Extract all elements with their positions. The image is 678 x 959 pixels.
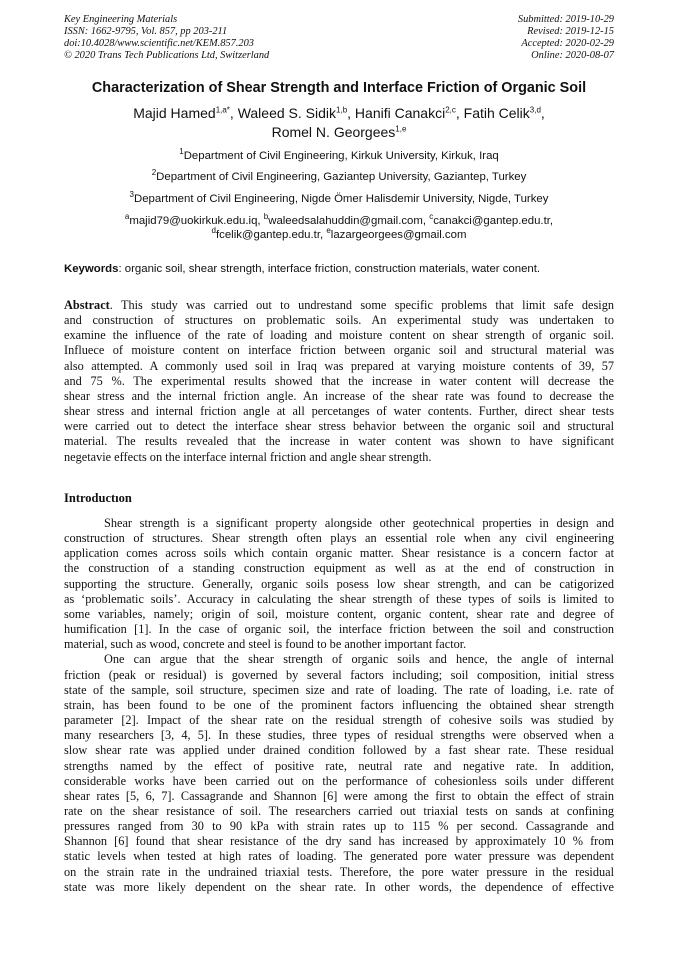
abstract-line: examine the influence of the rate of loading and moisture content on shear strength of organic soil. (64, 328, 614, 343)
author-affiliation-mark: 1,a* (215, 105, 230, 115)
abstract-line: shear stress and the internal friction angle. An increase of the shear rate was found to decrease the (64, 388, 614, 403)
journal-issn: ISSN: 1662-9795, Vol. 857, pp 203-211 (64, 26, 228, 38)
abstract-line: negetavie effects on the interface internal friction and angle shear strength. (64, 449, 432, 464)
paragraph-line: application comes across soils which contain organic matter. Shear resistance is a concern factor at (64, 546, 614, 561)
paragraph-line: on the strain rate in the undrained triaxial tests. Therefore, the pore water pressure in the residual (64, 864, 614, 879)
author-separator: , (229, 105, 238, 121)
paragraph-line: construction of structures. Shear strength often plays an essential role when any civil engineering (64, 531, 614, 546)
email-mark: d (211, 226, 216, 236)
abstract-line (64, 298, 614, 313)
author-affiliation-mark: 1,b (336, 105, 348, 115)
publication-dates (518, 14, 614, 62)
abstract-line-text: . This study was carried out to undrestand some specific problems that limit safe design (109, 298, 614, 312)
paper-title: Characterization of Shear Strength and Interface Friction of Organic Soil (91, 80, 587, 96)
date-online: Online: 2020-08-07 (531, 50, 614, 62)
paragraph-line: many researchers [3, 4, 5]. In these studies, three types of residual strengths were observed when a (64, 728, 614, 743)
author-name: Romel N. Georgees (271, 124, 396, 140)
affiliation (20, 168, 658, 183)
affiliation (20, 190, 658, 205)
keywords-text: : organic soil, shear strength, interface friction, construction materials, water conent. (118, 263, 541, 275)
paragraph-line: strain, has been found to be one of the prominent factors influencing the obtained shear strength (64, 697, 614, 712)
email-mark: c (429, 212, 434, 222)
date-accepted: Accepted: 2020-02-29 (521, 38, 614, 50)
paragraph-line: slow shear rate was applied under drained condition followed by a fast shear rate. These residual (64, 743, 614, 758)
journal-doi: doi:10.4028/www.scientific.net/KEM.857.203 (64, 38, 254, 50)
journal-info (64, 14, 269, 62)
abstract-line: material. The results revealed that the increase in water content was shown to have significant (64, 434, 614, 449)
abstract-line: Influece of moisture content on interface friction between organic soil and structural material was (64, 343, 614, 358)
email-mark: b (263, 212, 269, 222)
author-name: Majid Hamed (133, 105, 216, 121)
journal-copyright: © 2020 Trans Tech Publications Ltd, Switzerland (64, 50, 270, 62)
abstract-line: shear stress and internal friction angle at all percetanges of water contents. Further, direct shear tests (64, 404, 614, 419)
date-revised: Revised: 2019-12-15 (527, 26, 614, 38)
paragraph-line: One can argue that the shear strength of organic soils and hence, the angle of internal (104, 652, 614, 667)
author-separator: , (347, 105, 355, 121)
email-link[interactable]: majid79@uokirkuk.edu.iq, (129, 215, 264, 227)
keywords (64, 263, 624, 275)
paragraph-line: Shannon [6] found that shear resistance of the dry sand has increased by approximately 10 % from (64, 834, 614, 849)
email-link[interactable]: canakci@gantep.edu.tr, (433, 215, 554, 227)
affiliation-mark: 3 (129, 190, 134, 200)
paragraph-line: strengths named by the effect of positive rate, neutral rate and negative rate. In addition, (64, 758, 614, 773)
keywords-label: Keywords (64, 263, 119, 275)
author-list (70, 104, 608, 142)
paragraph-line: state of the sample, soil structure, specimen size and rate of loading. The rate of loading, i.e. rate of (64, 682, 614, 697)
affiliation-text: Department of Civil Engineering, Gaziantep University, Gaziantep, Turkey (156, 171, 527, 183)
paragraph-line: shear rates [5, 6, 7]. Cassagrande and Shannon [6] were among the first to obtain the effect of strain (64, 788, 614, 803)
email-mark: e (326, 226, 331, 236)
paragraph-line: pressures ranged from 30 to 90 kPa with strain rates up to 115 % per second. Cassagrande and (64, 819, 614, 834)
paragraph-line: material, such as wood, concrete and steel is found to be another important factor. (64, 637, 467, 652)
introduction-body (64, 516, 614, 895)
author-name: Hanifi Canakci (354, 105, 446, 121)
paragraph-line: some variables, namely; origin of soil, moisture content, organic content, shear rate and degree of (64, 606, 614, 621)
abstract-line: also attempted. A commonly used soil in Iraq was prepared at varying moisture contents of 39, 57 (64, 358, 614, 373)
section-heading-introduction: Introductıon (64, 491, 132, 505)
author-affiliation-mark: 1,e (395, 124, 407, 134)
author-affiliation-mark: 2,c (445, 105, 456, 115)
affiliation-text: Department of Civil Engineering, Nigde Ömer Halisdemir University, Nigde, Turkey (134, 193, 549, 205)
email-mark: a (124, 212, 130, 222)
email-link[interactable]: waleedsalahuddin@gmail.com, (268, 215, 430, 227)
paragraph-line: static levels when tested at high rates of loading. The generated pore water pressure was dependent (64, 849, 614, 864)
abstract (64, 298, 614, 465)
affiliation-mark: 1 (179, 147, 184, 157)
affiliation (20, 147, 658, 162)
paragraph-line: state was more likely dependent on the shear rate. In other words, the dependence of effective (64, 879, 614, 894)
paragraph-line: Shear strength is a significant property alongside other geotechnical properties in design and (104, 516, 614, 530)
author-separator: , (455, 105, 464, 121)
abstract-line: and construction of structures on problematic soils. An experimental study was undertaken to (64, 313, 614, 328)
paragraph-line: humification [1]. In the case of organic soil, the interface friction between the soil and construction (64, 622, 614, 637)
paragraph-line: the construction of a standing construction equipment as well as at the end of construction in (64, 561, 614, 576)
paragraph-line: friction (peak or residual) is governed by several factors including; soil composition, initial stress (64, 667, 614, 682)
paragraph-line: supporting the structure. Generally, organic soils posess low shear strength, and can be catigorized (64, 576, 614, 591)
affiliation-mark: 2 (151, 168, 157, 178)
author-separator: , (540, 105, 545, 121)
paragraph-line: parameter [2]. Impact of the shear rate on the residual strength of cohesive soils was studied by (64, 713, 614, 728)
journal-name: Key Engineering Materials (64, 14, 178, 25)
affiliation-text: Department of Civil Engineering, Kirkuk University, Kirkuk, Iraq (183, 150, 499, 162)
email-link[interactable]: lazargeorgees@gmail.com (330, 229, 467, 241)
date-submitted: Submitted: 2019-10-29 (517, 14, 614, 25)
author-name: Fatih Celik (463, 105, 530, 121)
paragraph-line: considerable works have been carried out on the performance of cohesionless soils under different (64, 773, 614, 788)
email-link[interactable]: fcelik@gantep.edu.tr, (215, 229, 327, 241)
paragraph-line: rate on the shear resistance of soil. The researchers carried out triaxial tests on sands at confining (64, 803, 614, 818)
author-emails (40, 214, 638, 242)
paragraph-line: as ‘problematic soils’. Accuracy in calculating the shear strength of these types of soils is limited to (64, 591, 614, 606)
abstract-label: Abstract (64, 298, 110, 312)
author-name: Waleed S. Sidik (237, 105, 337, 121)
author-affiliation-mark: 3,d (529, 105, 541, 115)
abstract-line: were carried out to detect the interface shear stress behavior between the organic soil and structural (64, 419, 614, 434)
abstract-line: and 75 %. The experimental results showed that the increase in water content will decrease the (64, 373, 614, 388)
